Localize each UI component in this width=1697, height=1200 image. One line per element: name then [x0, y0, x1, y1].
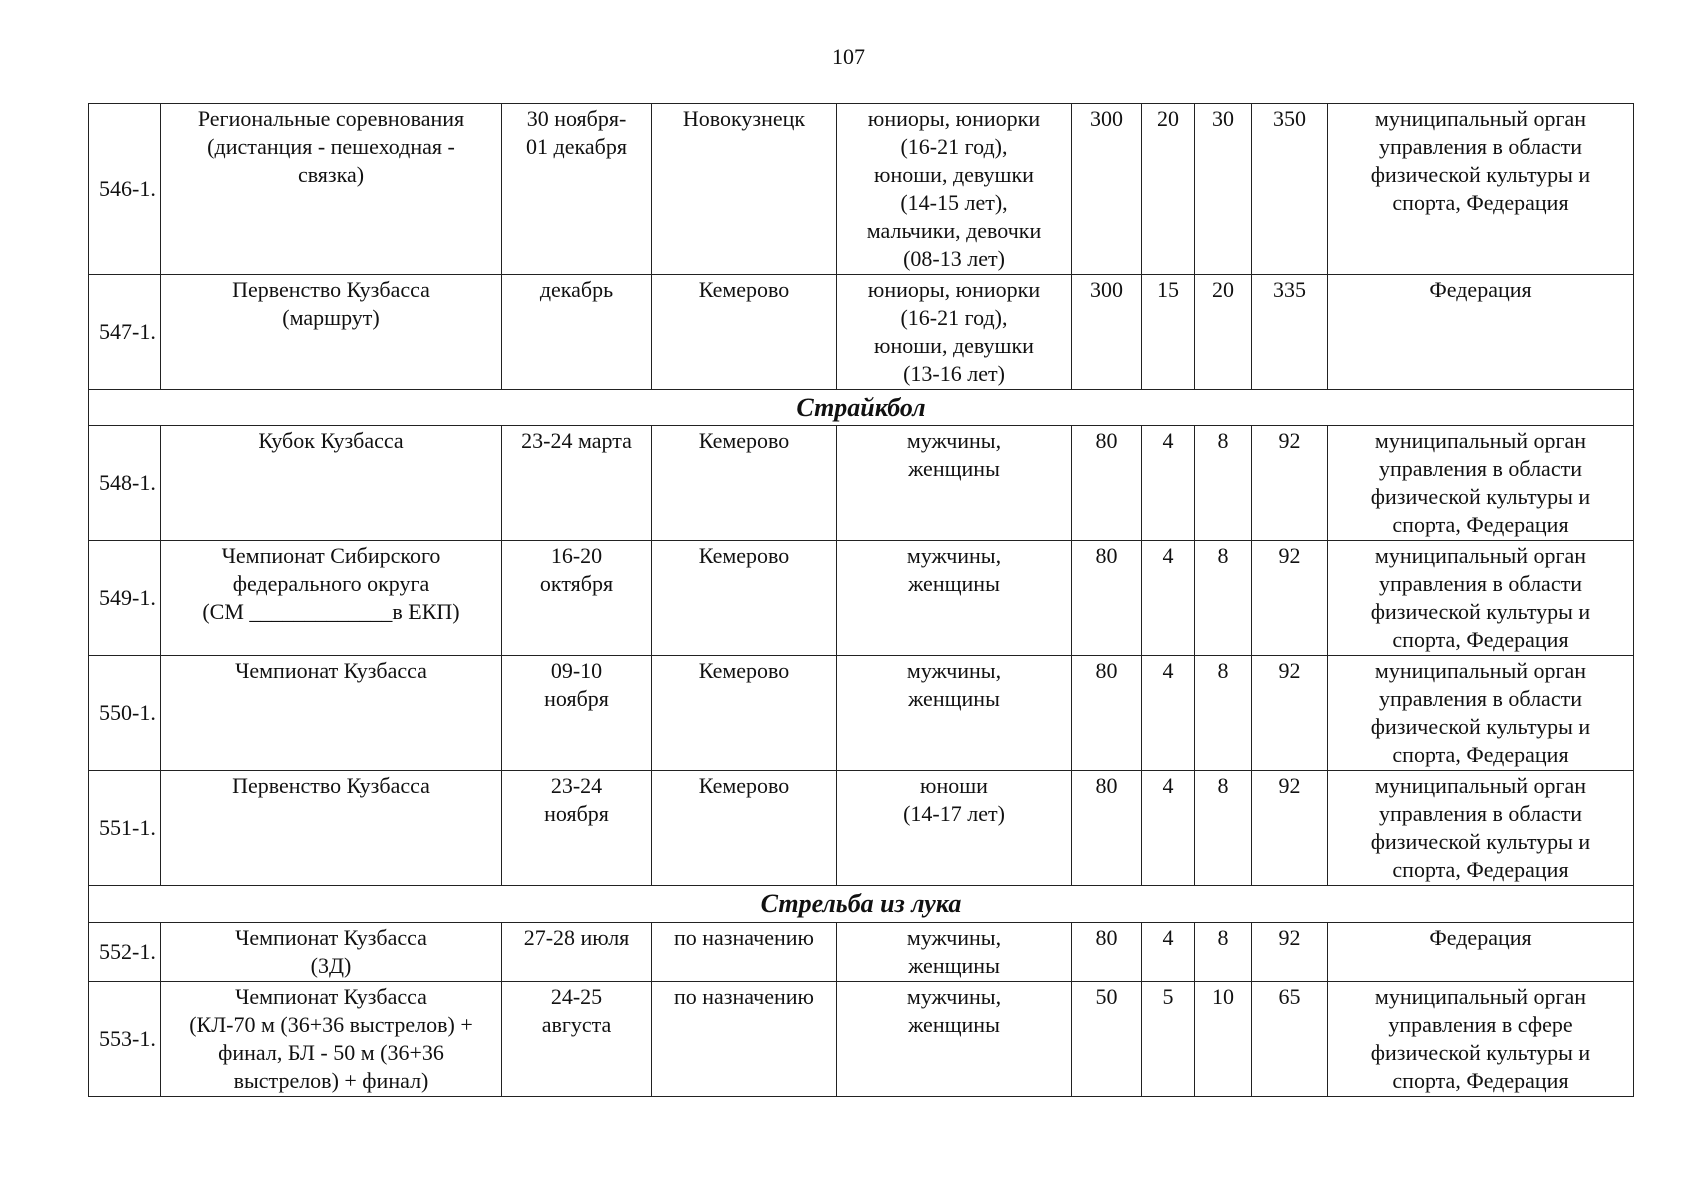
- section-title: Стрельба из лука: [89, 886, 1634, 923]
- event-date: 24-25 августа: [502, 982, 652, 1097]
- event-name: Чемпионат Кузбасса (КЛ-70 м (36+36 выстрелов) + финал, БЛ - 50 м (36+36 выстрелов) + финал): [161, 982, 502, 1097]
- page-number: 107: [832, 44, 865, 69]
- event-name: Чемпионат Кузбасса: [161, 656, 502, 771]
- judges-count: 20: [1142, 104, 1195, 275]
- total-count: 335: [1252, 275, 1328, 390]
- event-participants: мужчины, женщины: [837, 656, 1072, 771]
- event-name: Первенство Кузбасса: [161, 771, 502, 886]
- participants-count: 80: [1072, 656, 1142, 771]
- table-row: [89, 275, 1634, 390]
- table-row: [89, 426, 1634, 541]
- event-participants: мужчины, женщины: [837, 923, 1072, 982]
- table-row: [89, 104, 1634, 275]
- participants-count: 300: [1072, 275, 1142, 390]
- judges-count: 4: [1142, 771, 1195, 886]
- judges-count: 4: [1142, 923, 1195, 982]
- officials-count: 20: [1195, 275, 1252, 390]
- event-number: 551-1.: [89, 771, 161, 886]
- event-date: 30 ноября- 01 декабря: [502, 104, 652, 275]
- judges-count: 5: [1142, 982, 1195, 1097]
- section-header-row: [89, 886, 1634, 923]
- judges-count: 4: [1142, 426, 1195, 541]
- table-row: [89, 982, 1634, 1097]
- event-number: 550-1.: [89, 656, 161, 771]
- total-count: 92: [1252, 656, 1328, 771]
- event-organizer: муниципальный орган управления в области физической культуры и спорта, Федерация: [1328, 656, 1634, 771]
- total-count: 92: [1252, 541, 1328, 656]
- participants-count: 50: [1072, 982, 1142, 1097]
- event-number: 546-1.: [89, 104, 161, 275]
- event-participants: мужчины, женщины: [837, 982, 1072, 1097]
- total-count: 65: [1252, 982, 1328, 1097]
- participants-count: 80: [1072, 541, 1142, 656]
- event-number: 548-1.: [89, 426, 161, 541]
- events-table: [88, 103, 1634, 1097]
- section-title: Страйкбол: [89, 390, 1634, 426]
- officials-count: 8: [1195, 923, 1252, 982]
- event-number: 549-1.: [89, 541, 161, 656]
- event-organizer: муниципальный орган управления в области физической культуры и спорта, Федерация: [1328, 771, 1634, 886]
- participants-count: 300: [1072, 104, 1142, 275]
- judges-count: 15: [1142, 275, 1195, 390]
- event-date: 09-10 ноября: [502, 656, 652, 771]
- event-date: 23-24 марта: [502, 426, 652, 541]
- total-count: 92: [1252, 923, 1328, 982]
- event-date: 16-20 октября: [502, 541, 652, 656]
- event-organizer: Федерация: [1328, 275, 1634, 390]
- event-organizer: муниципальный орган управления в области физической культуры и спорта, Федерация: [1328, 104, 1634, 275]
- event-name: Чемпионат Кузбасса (3Д): [161, 923, 502, 982]
- event-place: по назначению: [652, 923, 837, 982]
- event-name: Кубок Кузбасса: [161, 426, 502, 541]
- participants-count: 80: [1072, 426, 1142, 541]
- event-place: Кемерово: [652, 541, 837, 656]
- total-count: 350: [1252, 104, 1328, 275]
- table-row: [89, 541, 1634, 656]
- event-participants: юноши (14-17 лет): [837, 771, 1072, 886]
- table-row: [89, 771, 1634, 886]
- event-date: 23-24 ноября: [502, 771, 652, 886]
- officials-count: 8: [1195, 656, 1252, 771]
- event-participants: мужчины, женщины: [837, 426, 1072, 541]
- event-participants: юниоры, юниорки (16-21 год), юноши, девушки (13-16 лет): [837, 275, 1072, 390]
- event-participants: мужчины, женщины: [837, 541, 1072, 656]
- event-name: Первенство Кузбасса (маршрут): [161, 275, 502, 390]
- total-count: 92: [1252, 771, 1328, 886]
- event-date: декабрь: [502, 275, 652, 390]
- officials-count: 8: [1195, 541, 1252, 656]
- table-row: [89, 656, 1634, 771]
- section-header-row: [89, 390, 1634, 426]
- participants-count: 80: [1072, 771, 1142, 886]
- judges-count: 4: [1142, 541, 1195, 656]
- event-place: Кемерово: [652, 275, 837, 390]
- event-organizer: муниципальный орган управления в сфере физической культуры и спорта, Федерация: [1328, 982, 1634, 1097]
- judges-count: 4: [1142, 656, 1195, 771]
- officials-count: 8: [1195, 771, 1252, 886]
- event-place: Кемерово: [652, 426, 837, 541]
- officials-count: 30: [1195, 104, 1252, 275]
- participants-count: 80: [1072, 923, 1142, 982]
- event-organizer: муниципальный орган управления в области физической культуры и спорта, Федерация: [1328, 426, 1634, 541]
- event-number: 547-1.: [89, 275, 161, 390]
- event-place: Кемерово: [652, 656, 837, 771]
- event-place: по назначению: [652, 982, 837, 1097]
- officials-count: 8: [1195, 426, 1252, 541]
- event-name: Чемпионат Сибирского федерального округа (СМ _____________в ЕКП): [161, 541, 502, 656]
- event-number: 553-1.: [89, 982, 161, 1097]
- total-count: 92: [1252, 426, 1328, 541]
- event-place: Новокузнецк: [652, 104, 837, 275]
- event-organizer: Федерация: [1328, 923, 1634, 982]
- officials-count: 10: [1195, 982, 1252, 1097]
- event-organizer: муниципальный орган управления в области физической культуры и спорта, Федерация: [1328, 541, 1634, 656]
- table-row: [89, 923, 1634, 982]
- event-date: 27-28 июля: [502, 923, 652, 982]
- event-name: Региональные соревнования (дистанция - пешеходная - связка): [161, 104, 502, 275]
- event-number: 552-1.: [89, 923, 161, 982]
- event-participants: юниоры, юниорки (16-21 год), юноши, девушки (14-15 лет), мальчики, девочки (08-13 лет): [837, 104, 1072, 275]
- event-place: Кемерово: [652, 771, 837, 886]
